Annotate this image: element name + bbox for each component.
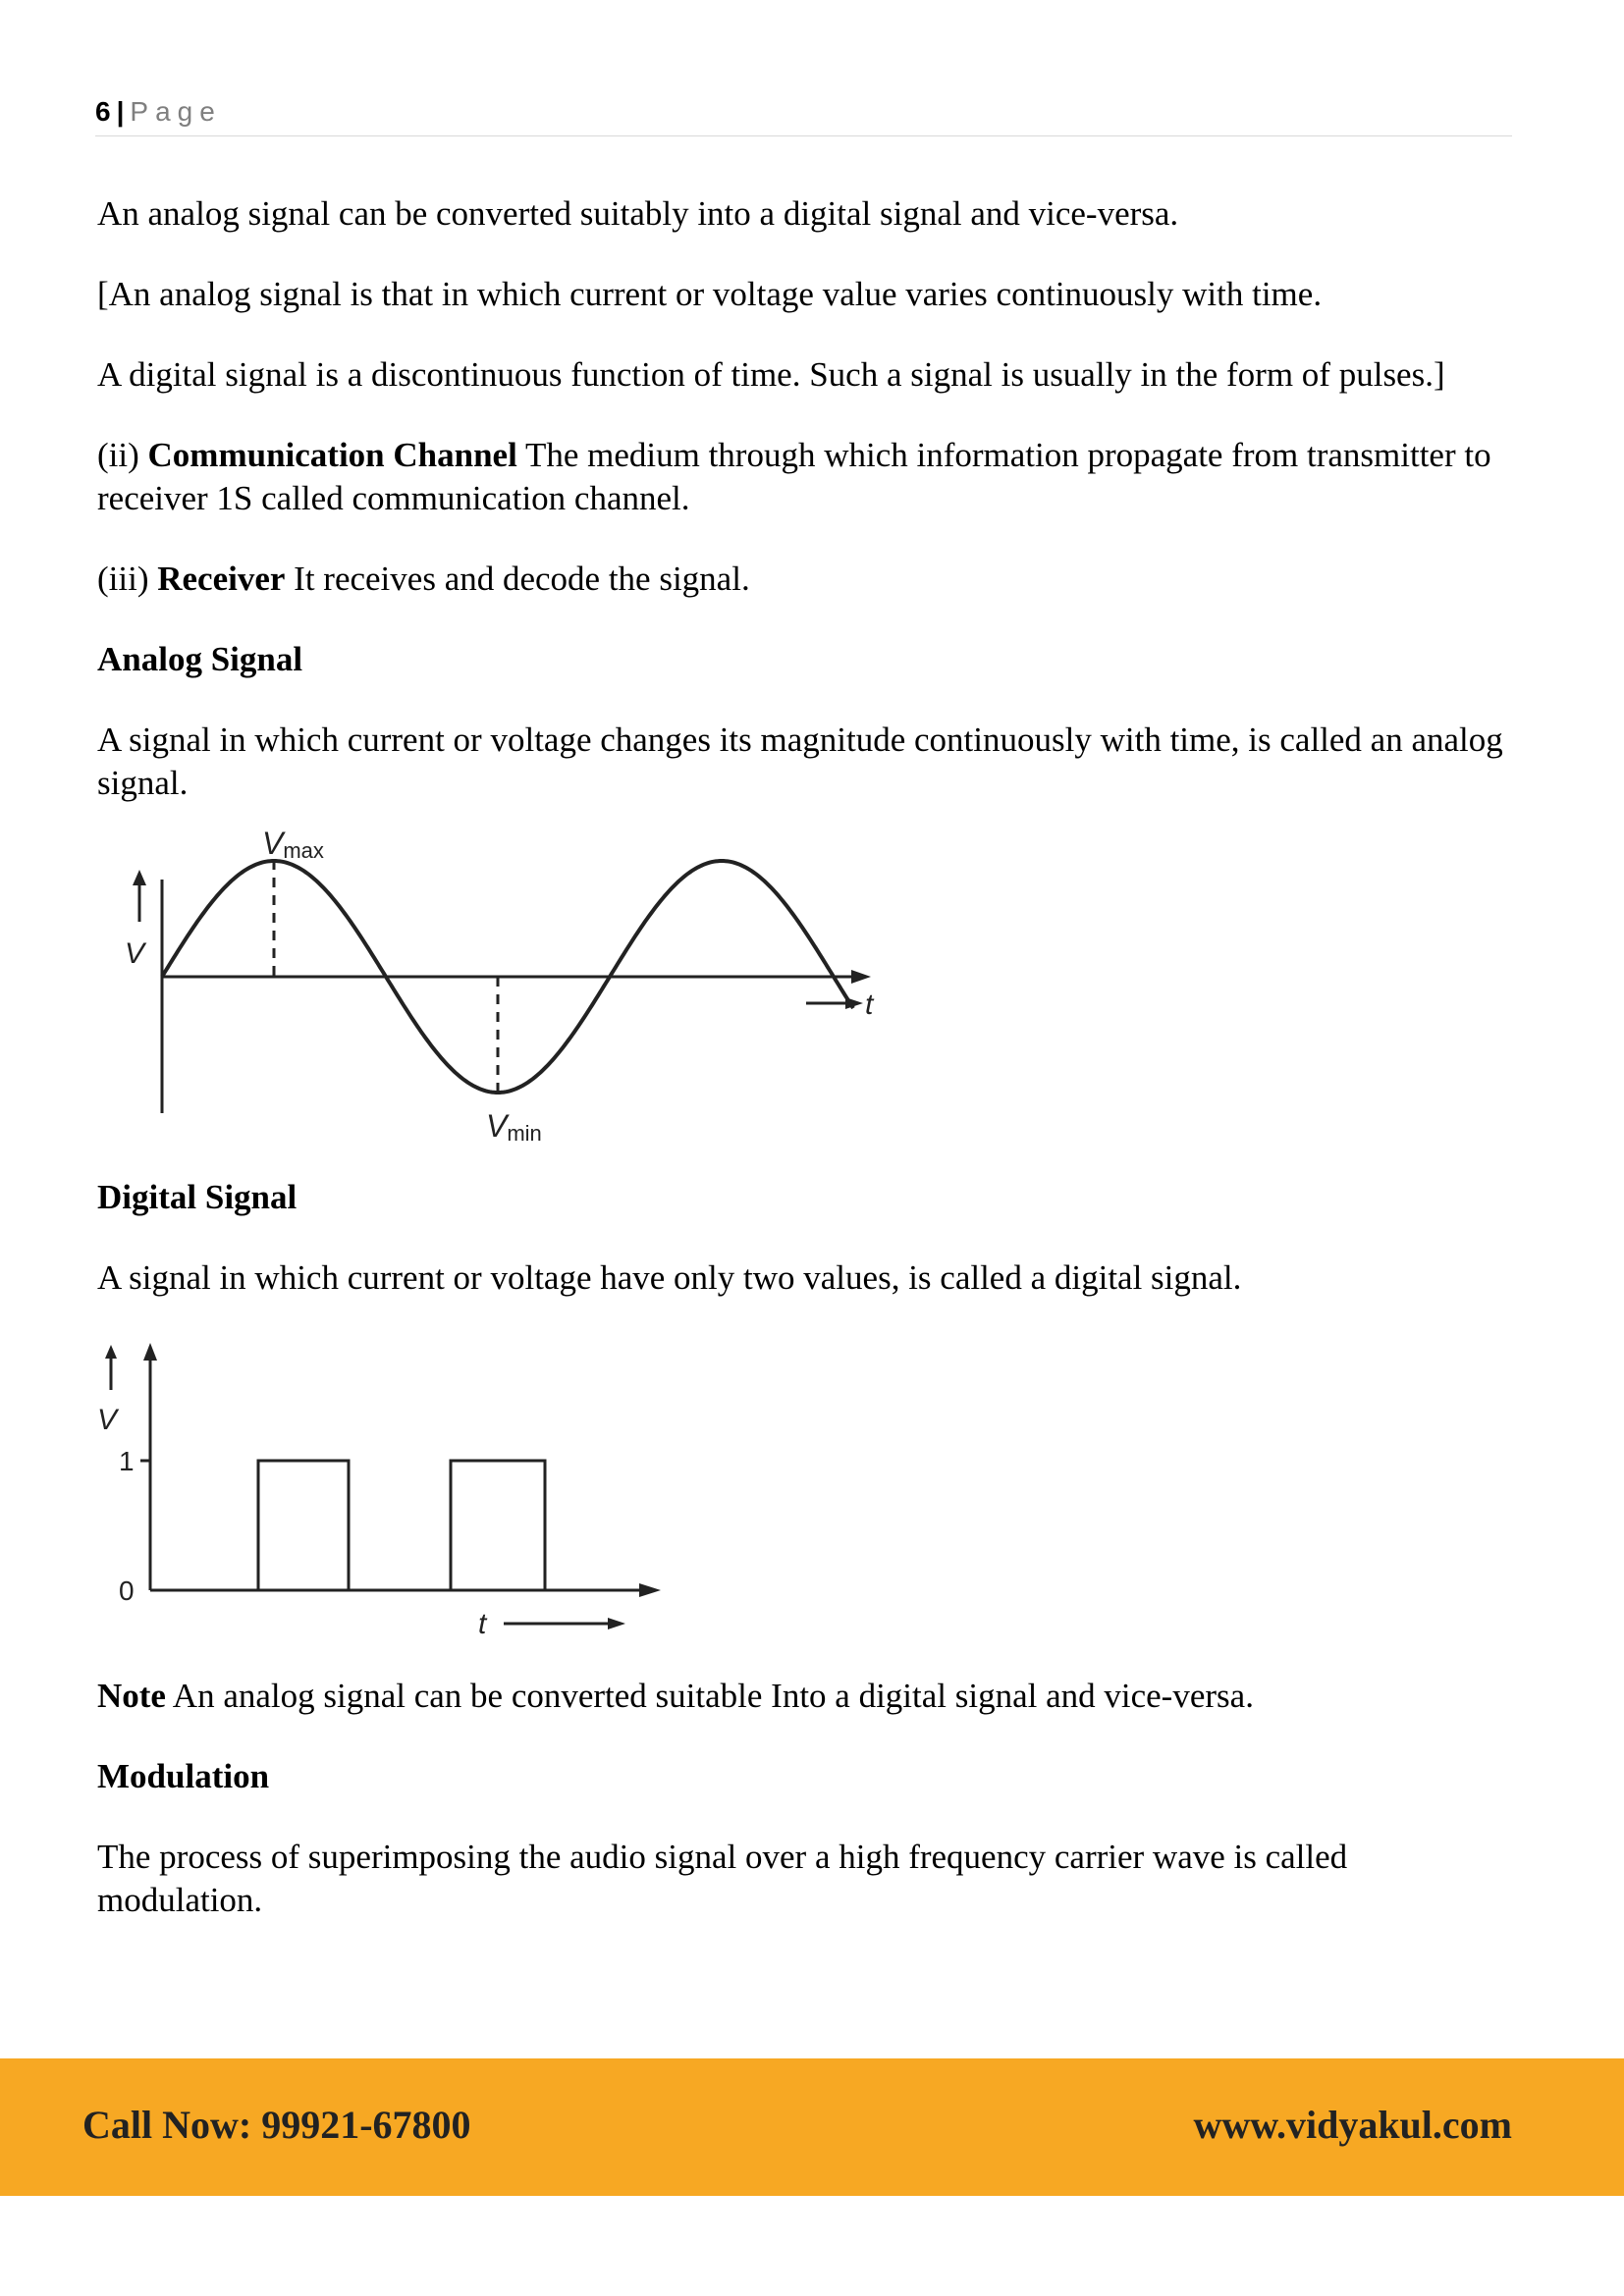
paragraph-modulation: The process of superimposing the audio signal over a high frequency carrier wave is called modulation.	[97, 1838, 1348, 1919]
footer-banner	[0, 2058, 1624, 2196]
paragraph-communication-channel	[97, 434, 1516, 520]
page-header	[95, 96, 1512, 136]
v-arrowhead	[105, 1345, 117, 1359]
t-arrowhead	[608, 1618, 625, 1629]
paragraph-digital-definition: A digital signal is a discontinuous function of time. Such a signal is usually in the form of pulses.]	[97, 355, 1445, 394]
heading-analog-signal: Analog Signal	[97, 640, 303, 678]
pulse-1	[258, 1461, 349, 1590]
y-axis-arrowhead	[143, 1343, 157, 1361]
paragraph-analog-digital-conversion: An analog signal can be converted suitably into a digital signal and vice-versa.	[97, 194, 1179, 233]
paragraph-analog-definition: [An analog signal is that in which current or voltage value varies continuously with time.	[97, 275, 1323, 313]
definition-text: It receives and decode the signal.	[285, 560, 750, 598]
t-axis-arrowhead	[639, 1583, 661, 1597]
page-label: Page	[130, 96, 222, 127]
note-label: Note	[97, 1677, 166, 1715]
vmin-label: Vmin	[486, 1108, 542, 1146]
analog-signal-diagram	[97, 830, 902, 1154]
level-high-label: 1	[119, 1446, 135, 1476]
page-content	[97, 192, 1516, 1922]
level-low-label: 0	[119, 1575, 135, 1606]
digital-signal-diagram	[97, 1339, 706, 1653]
website-link[interactable]: www.vidyakul.com	[1193, 2103, 1512, 2147]
term-receiver: Receiver	[157, 560, 286, 598]
heading-modulation: Modulation	[97, 1757, 270, 1795]
term-communication-channel: Communication Channel	[147, 436, 517, 474]
header-separator: |	[116, 96, 125, 127]
t-axis-label: t	[478, 1608, 487, 1640]
item-number: (ii)	[97, 436, 148, 474]
paragraph-digital-signal: A signal in which current or voltage have only two values, is called a digital signal.	[97, 1258, 1242, 1297]
pulse-2	[451, 1461, 545, 1590]
v-arrowhead	[133, 870, 146, 885]
paragraph-receiver	[97, 558, 1516, 601]
paragraph-note	[97, 1675, 1516, 1718]
v-axis-label: V	[97, 1404, 118, 1436]
heading-digital-signal: Digital Signal	[97, 1178, 298, 1216]
digital-signal-figure	[97, 1339, 1516, 1653]
analog-signal-figure	[97, 830, 1516, 1154]
definition-text: The medium through which information propagate from transmitter to receiver 1S called communication channel.	[97, 436, 1491, 517]
t-axis-arrowhead	[851, 970, 871, 984]
paragraph-analog-signal: A signal in which current or voltage changes its magnitude continuously with time, is called an analog signal.	[97, 721, 1503, 802]
t-axis-label: t	[865, 988, 874, 1021]
page-number: 6	[95, 96, 111, 127]
note-text: An analog signal can be converted suitable Into a digital signal and vice-versa.	[165, 1677, 1254, 1715]
vmax-label: Vmax	[262, 830, 324, 863]
call-now-text: Call Now: 99921-67800	[82, 2103, 471, 2147]
v-axis-label: V	[125, 937, 145, 970]
item-number: (iii)	[97, 560, 158, 598]
